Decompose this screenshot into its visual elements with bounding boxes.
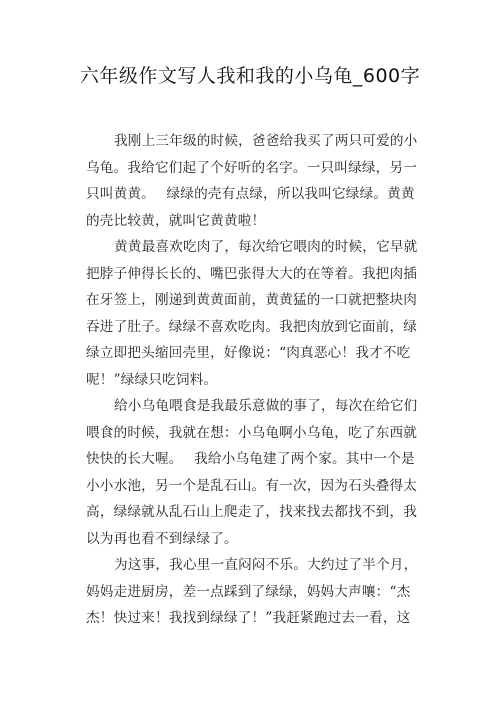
paragraph-line: 为这事，我心里一直闷闷不乐。大约过了半个月， [114,557,418,573]
document-title: 六年级作文写人我和我的小乌龟_600字 [79,65,421,87]
paragraph-line: 绿立即把头缩回壳里，好像说：“肉真恶心！我才不吃 [86,345,411,361]
document-body [86,128,418,632]
paragraph-line: 小小水池，另一个是乱石山。有一次，因为石头叠得太 [86,477,418,494]
paragraph-line: 以为再也看不到绿绿了。 [86,530,238,547]
paragraph-line: 吞进了肚子。绿绿不喜欢吃肉。我把肉放到它面前，绿 [86,318,418,335]
paragraph-line: 只叫黄黄。 绿绿的壳有点绿，所以我叫它绿绿。黄黄 [86,186,415,202]
paragraph-4 [86,552,418,632]
paragraph-2 [86,234,418,393]
paragraph-1 [86,128,418,234]
paragraph-3 [86,393,418,552]
paragraph-line: 黄黄最喜欢吃肉了，每次给它喂肉的时候，它早就 [114,239,418,255]
paragraph-line: 在牙签上，刚递到黄黄面前，黄黄猛的一口就把整块肉 [86,292,418,308]
paragraph-line: 给小乌龟喂食是我最乐意做的事了，每次在给它们 [114,398,418,414]
paragraph-line: 喂食的时候，我就在想：小乌龟啊小乌龟，吃了东西就 [86,424,418,441]
paragraph-line: 的壳比较黄，就叫它黄黄啦！ [86,212,266,229]
paragraph-line: 快快的长大喔。 我给小乌龟建了两个家。其中一个是 [86,451,415,467]
paragraph-line: 呢！”绿绿只吃饲料。 [86,371,218,388]
paragraph-line: 我刚上三年级的时候，爸爸给我买了两只可爱的小 [114,133,418,149]
paragraph-line: 杰！快过来！我找到绿绿了！”我赶紧跑过去一看，这 [86,610,411,626]
paragraph-line: 把脖子伸得长长的、嘴巴张得大大的在等着。我把肉插 [86,265,418,282]
paragraph-line: 妈妈走进厨房，差一点踩到了绿绿，妈妈大声嚷：“杰 [86,583,411,600]
paragraph-line: 乌龟。我给它们起了个好听的名字。一只叫绿绿，另一 [86,159,418,176]
paragraph-line: 高，绿绿就从乱石山上爬走了，找来找去都找不到，我 [86,504,418,520]
